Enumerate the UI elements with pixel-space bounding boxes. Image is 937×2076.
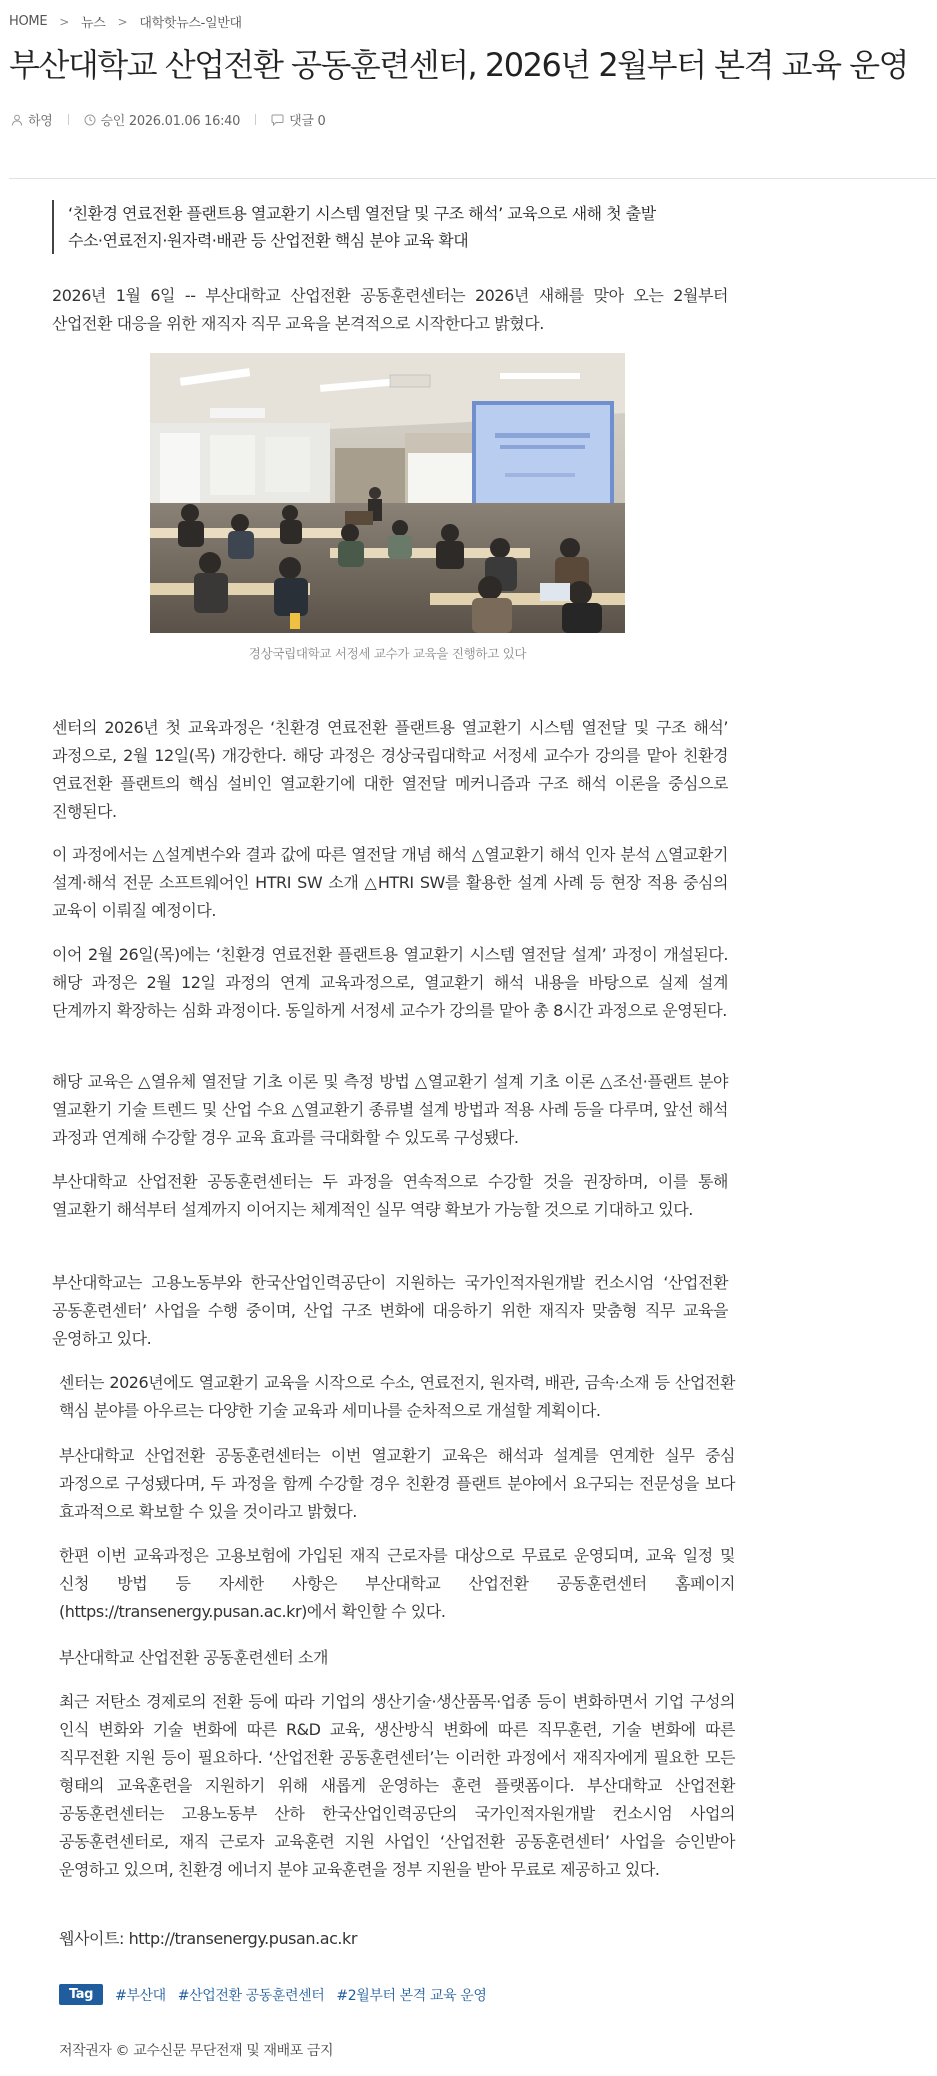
breadcrumb — [9, 12, 242, 31]
breadcrumb-news[interactable]: 뉴스 — [81, 16, 106, 31]
comments-info[interactable] — [271, 110, 325, 129]
article-paragraph: 부산대학교는 고용노동부와 한국산업인력공단이 지원하는 국가인적자원개발 컨소시엄 ‘산업전환 공동훈련센터’ 사업을 수행 중이며, 산업 구조 변화에 대응하기 위한 재직자 맞춤형 직무 교육을 운영하고 있다. — [52, 1273, 728, 1348]
article-photo[interactable] — [150, 353, 625, 633]
tag-list — [59, 1984, 487, 2005]
tag-item[interactable]: #산업전환 공동훈련센터 — [177, 1987, 325, 2004]
subtitle-line: 수소·연료전지·원자력·배관 등 산업전환 핵심 분야 교육 확대 — [68, 231, 469, 250]
meta-divider — [255, 114, 256, 125]
tag-item[interactable]: #2월부터 본격 교육 운영 — [336, 1987, 487, 2004]
clock-icon — [84, 114, 96, 126]
article-paragraph: 이어 2월 26일(목)에는 ‘친환경 연료전환 플랜트용 열교환기 시스템 열전달 설계’ 과정이 개설된다. 해당 과정은 2월 12일 과정의 연계 교육과정으로, 열교환기 해석 내용을 바탕으로 실제 설계 단계까지 확장하는 심화 과정이다. 동일하게 서정세 교수가 강의를 맡아 총 8시간 과정으로 운영된다. — [52, 945, 728, 1020]
article-intro: 2026년 1월 6일 -- 부산대학교 산업전환 공동훈련센터는 2026년 새해를 맞아 오는 2월부터 산업전환 대응을 위한 재직자 직무 교육을 본격적으로 시작한다고 밝혔다. — [52, 286, 728, 333]
header-divider — [9, 178, 936, 179]
author-info — [11, 110, 53, 129]
breadcrumb-category[interactable]: 대학핫뉴스-일반대 — [139, 16, 242, 31]
tag-label: Tag — [59, 1984, 103, 2005]
comment-icon — [271, 114, 284, 126]
article-paragraph: 한편 이번 교육과정은 고용보험에 가입된 재직 근로자를 대상으로 무료로 운영되며, 교육 일정 및 신청 방법 등 자세한 사항은 부산대학교 산업전환 공동훈련센터 홈페이지(https://transenergy.pusan.ac.kr)에서 확인할 수 있다. — [59, 1546, 735, 1621]
meta-divider — [68, 114, 69, 125]
article-paragraph: 센터는 2026년에도 열교환기 교육을 시작으로 수소, 연료전지, 원자력, 배관, 금속·소재 등 산업전환 핵심 분야를 아우르는 다양한 기술 교육과 세미나를 순차적으로 개설할 계획이다. — [59, 1373, 735, 1420]
website-link[interactable]: 웹사이트: http://transenergy.pusan.ac.kr — [59, 1929, 357, 1948]
lecture-room-photo — [150, 353, 625, 633]
approved-info — [84, 110, 241, 129]
approved-datetime: 승인 2026.01.06 16:40 — [100, 114, 241, 129]
article-title: 부산대학교 산업전환 공동훈련센터, 2026년 2월부터 본격 교육 운영 — [9, 46, 908, 84]
article-paragraph: 부산대학교 산업전환 공동훈련센터는 두 과정을 연속적으로 수강할 것을 권장하며, 이를 통해 열교환기 해석부터 설계까지 이어지는 체계적인 실무 역량 확보가 가능할 것으로 기대하고 있다. — [52, 1172, 728, 1219]
tag-item[interactable]: #부산대 — [115, 1987, 166, 2004]
article-paragraph: 이 과정에서는 △설계변수와 결과 값에 따른 열전달 개념 해석 △열교환기 해석 인자 분석 △열교환기 설계·해석 전문 소프트웨어인 HTRI SW 소개 △HTRI SW를 활용한 설계 사례 등 현장 적용 중심의 교육이 이뤄질 예정이다. — [52, 845, 728, 920]
copyright-notice: 저작권자 © 교수신문 무단전재 및 재배포 금지 — [59, 2043, 334, 2059]
about-text: 최근 저탄소 경제로의 전환 등에 따라 기업의 생산기술·생산품목·업종 등이 변화하면서 기업 구성의 인식 변화와 기술 변화에 따른 R&D 교육, 생산방식 변화에 따른 직무훈련, 기술 변화에 따른 직무전환 지원 등이 필요하다. ‘산업전환 공동훈련센터’는 이러한 과정에서 재직자에게 필요한 모든 형태의 교육훈련을 지원하기 위해 새롭게 운영하는 훈련 플랫폼이다. 부산대학교 산업전환 공동훈련센터는 고용노동부 산하 한국산업인력공단의 국가인적자원개발 컨소시엄 사업의 공동훈련센터로, 재직 근로자 교육훈련 지원 사업인 ‘산업전환 공동훈련센터’ 사업을 승인받아 운영하고 있으며, 친환경 에너지 분야 교육훈련을 정부 지원을 받아 무료로 제공하고 있다. — [59, 1692, 735, 1879]
breadcrumb-home[interactable]: HOME — [9, 14, 48, 29]
subtitle-line: ‘친환경 연료전환 플랜트용 열교환기 시스템 열전달 및 구조 해석’ 교육으로 새해 첫 출발 — [68, 204, 656, 223]
article-subtitle — [52, 200, 712, 254]
chevron-right-icon: > — [117, 14, 128, 29]
photo-caption: 경상국립대학교 서정세 교수가 교육을 진행하고 있다 — [248, 646, 527, 661]
person-icon — [11, 114, 23, 126]
article-meta — [11, 110, 325, 129]
article-paragraph: 센터의 2026년 첫 교육과정은 ‘친환경 연료전환 플랜트용 열교환기 시스템 열전달 및 구조 해석’ 과정으로, 2월 12일(목) 개강한다. 해당 과정은 경상국립대학교 서정세 교수가 강의를 맡아 친환경 연료전환 플랜트의 핵심 설비인 열교환기에 대한 열전달 메커니즘과 구조 해석 이론을 중심으로 진행된다. — [52, 718, 728, 821]
article-paragraph: 부산대학교 산업전환 공동훈련센터는 이번 열교환기 교육은 해석과 설계를 연계한 실무 중심 과정으로 구성됐다며, 두 과정을 함께 수강할 경우 친환경 플랜트 분야에서 요구되는 전문성을 보다 효과적으로 확보할 수 있을 것이라고 밝혔다. — [59, 1446, 735, 1521]
author-name[interactable]: 하영 — [28, 114, 53, 129]
about-heading: 부산대학교 산업전환 공동훈련센터 소개 — [59, 1648, 329, 1667]
chevron-right-icon: > — [59, 14, 70, 29]
comment-count[interactable]: 댓글 0 — [289, 114, 326, 129]
article-paragraph: 해당 교육은 △열유체 열전달 기초 이론 및 측정 방법 △열교환기 설계 기초 이론 △조선·플랜트 분야 열교환기 기술 트렌드 및 산업 수요 △열교환기 종류별 설계 방법과 적용 사례 등을 다루며, 앞선 해석 과정과 연계해 수강할 경우 교육 효과를 극대화할 수 있도록 구성됐다. — [52, 1072, 728, 1147]
